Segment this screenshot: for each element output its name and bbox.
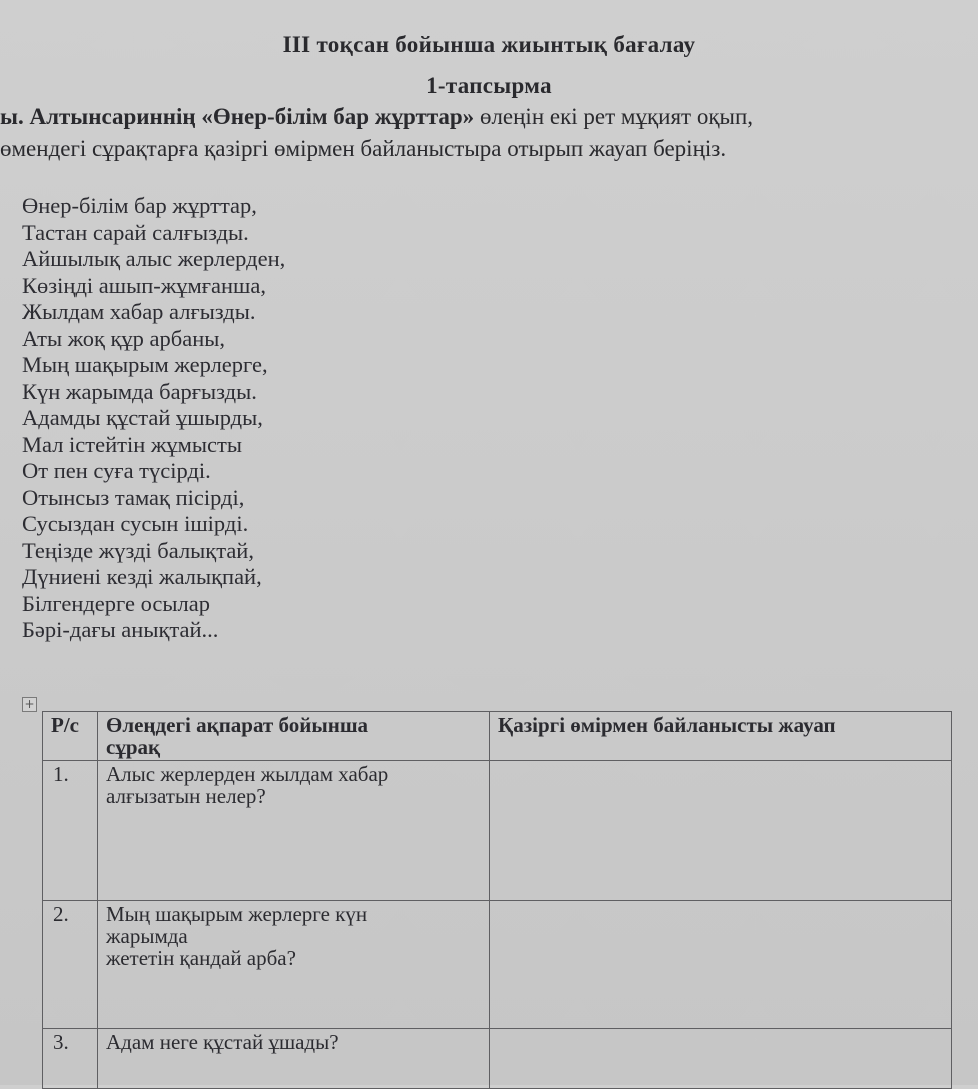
poem-line: Дүниені кезді жалықпай, [22,564,262,589]
poem-line: Аты жоқ құр арбаны, [22,325,226,351]
task-number: 1-тапсырма [426,73,552,98]
questions-table [42,711,952,1089]
instruction-author-work: ы. Алтынсариннің «Өнер-білім бар жұрттар» [0,104,475,129]
poem-text [22,193,285,644]
poem-line: Мал істейтін жұмысты [22,431,242,457]
row-question: Алыс жерлерден жылдам хабар алғызатын нелер? [98,761,490,901]
table-row [43,901,952,1029]
poem-line: Тастан сарай салғызды. [22,219,249,245]
poem-line: Білгендерге осылар [22,590,210,616]
instruction-line-1 [0,104,753,130]
poem-line: Бәрі-дағы анықтай... [22,617,219,642]
row-number: 3. [43,1029,98,1089]
poem-line: Жылдам хабар алғызды. [22,299,256,324]
poem-line: Көзіңді ашып-жұмғанша, [22,272,266,298]
row-number: 2. [43,901,98,1029]
instruction-line-2: өмендегі сұрақтарға қазіргі өмірмен байланыстыра отырып жауап беріңіз. [0,136,727,161]
row-answer-cell[interactable] [490,1029,952,1089]
row-question: Мың шақырым жерлерге күн жарымда жететін қандай арба? [98,901,490,1029]
row-question: Адам неге құстай ұшады? [98,1029,490,1089]
poem-line: Өнер-білім бар жұрттар, [22,193,257,218]
row-number: 1. [43,761,98,901]
poem-line: Күн жарымда барғызды. [22,378,257,404]
poem-line: Сусыздан сусын ішірді. [22,511,249,536]
poem-line: Айшылық алыс жерлерден, [22,246,286,271]
header-number: Р/с [43,712,98,761]
header-question: Өлеңдегі ақпарат бойынша сұрақ [98,712,490,761]
table-move-handle-icon[interactable]: + [22,697,37,712]
poem-line: Мың шақырым жерлерге, [22,352,268,377]
table-header-row [43,712,952,761]
worksheet-title: ІІІ тоқсан бойынша жиынтық бағалау [282,32,696,57]
table-row [43,1029,952,1089]
row-answer-cell[interactable] [490,901,952,1029]
row-answer-cell[interactable] [490,761,952,901]
poem-line: Отынсыз тамақ пісірді, [22,484,245,510]
poem-line: От пен суға түсірді. [22,458,211,483]
table-row [43,761,952,901]
poem-line: Адамды құстай ұшырды, [22,405,263,430]
header-answer: Қазіргі өмірмен байланысты жауап [490,712,952,761]
poem-line: Теңізде жүзді балықтай, [22,537,254,563]
instruction-line-1-rest: өлеңін екі рет мұқият оқып, [474,104,754,129]
